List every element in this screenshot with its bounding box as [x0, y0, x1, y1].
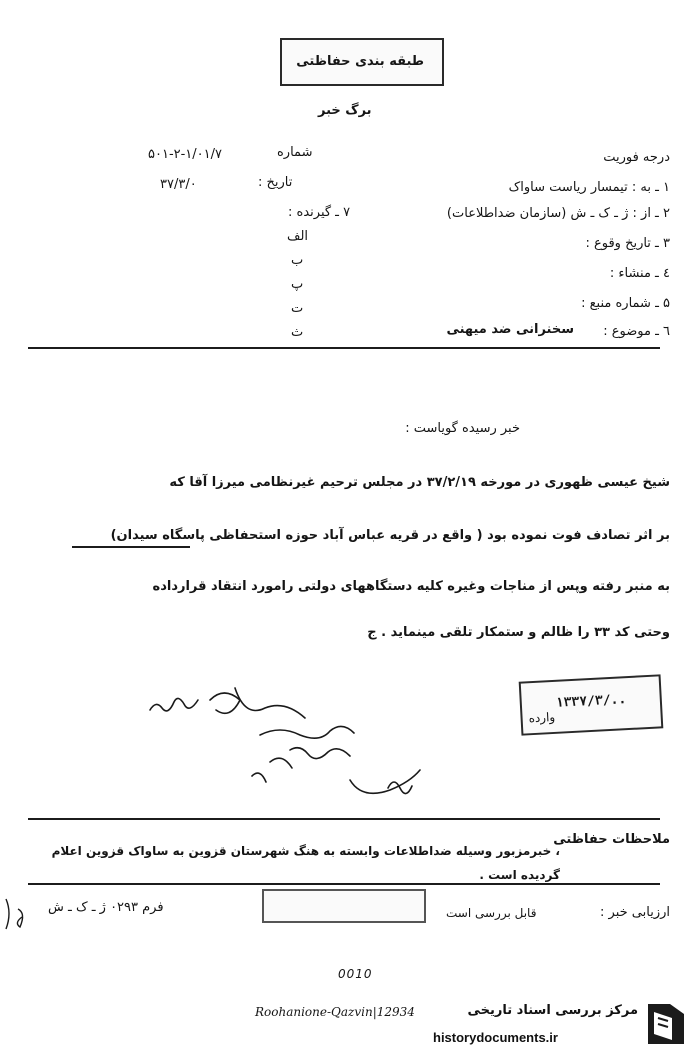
- archive-logo-icon: [644, 998, 688, 1048]
- handwritten-signatures: [140, 680, 440, 820]
- remarks-label: ملاحظات حفاظتی: [553, 832, 670, 847]
- recipient-b: ب: [291, 253, 304, 268]
- page-code: 0010: [338, 967, 373, 981]
- date-value: ۳۷/۳/۰: [160, 177, 197, 192]
- field-subject-value: سخنرانی ضد میهنی: [446, 322, 574, 337]
- form-number: فرم ۰۲۹۳ ژ ـ ک ـ ش: [48, 900, 164, 915]
- archive-tag: Roohanione-Qazvin|12934: [255, 1005, 415, 1019]
- evaluation-label: ارزیابی خبر :: [600, 905, 670, 920]
- remarks-divider: [28, 883, 660, 885]
- recipient-th: ث: [291, 325, 304, 340]
- classification-title: طبقه بندی حفاظتی: [296, 54, 424, 69]
- body-divider: [28, 818, 660, 820]
- recipient-t: ت: [291, 301, 304, 316]
- classification-stamp: [280, 38, 444, 86]
- field-to: ۱ ـ به : تیمسار ریاست ساواک: [508, 180, 670, 195]
- recipients-label: ۷ ـ گیرنده :: [288, 205, 351, 220]
- body-line-2: بر اثر تصادف فوت نموده بود ( واقع در قریه عباس آباد حوزه استحفاظی پاسگاه سیدان): [110, 528, 670, 543]
- evaluation-value: قابل بررسی است: [446, 906, 537, 920]
- field-subject-label: ٦ ـ موضوع :: [603, 324, 670, 339]
- remarks-text-2: گردیده است .: [479, 868, 560, 882]
- number-value: ۵۰۱-۲-۱/۰۱/۷: [148, 147, 223, 162]
- received-stamp: [519, 674, 664, 735]
- urgency-label: درجه فوریت: [603, 150, 670, 165]
- body-line-1: شیخ عیسی ظهوری در مورخه ۳۷/۲/۱۹ در مجلس ترحیم غیرنظامی میرزا آقا که: [169, 475, 670, 490]
- number-label: شماره: [277, 145, 313, 160]
- date-label: تاریخ :: [258, 175, 293, 190]
- header-divider: [28, 347, 660, 349]
- underline-mark: [72, 546, 190, 548]
- received-stamp-label: وارده: [528, 709, 556, 726]
- field-from: ۲ ـ از : ژ ـ ک ـ ش (سازمان ضداطلاعات): [446, 206, 670, 221]
- watermark-url: historydocuments.ir: [433, 1030, 558, 1045]
- field-source-no: ۵ ـ شماره منبع :: [581, 296, 670, 311]
- evaluation-stamp-box: [262, 889, 426, 923]
- field-event-date: ۳ ـ تاریخ وقوع :: [585, 236, 670, 251]
- recipient-a: الف: [287, 229, 309, 244]
- field-origin: ٤ ـ منشاء :: [609, 266, 670, 281]
- body-line-4: وحتی کد ۳۳ را ظالم و ستمکار تلقی مینماید . ج: [367, 625, 670, 640]
- sheet-title: برگ خبر: [318, 103, 372, 118]
- recipient-p: پ: [291, 277, 304, 292]
- body-intro: خبر رسیده گویاست :: [405, 421, 520, 436]
- remarks-text-1: ، خبرمزبور وسیله ضداطلاعات وابسته به هنگ شهرستان قزوین به ساواک قزوین اعلام: [51, 844, 560, 858]
- margin-marks: [2, 895, 32, 935]
- body-line-3: به منبر رفته وپس از مناجات وغیره کلیه دستگاههای دولتی رامورد انتقاد قرارداده: [152, 579, 670, 594]
- received-stamp-date: ۱۳۳۷/۳/..: [555, 692, 627, 711]
- watermark-title: مرکز بررسی اسناد تاریخی: [467, 1003, 638, 1018]
